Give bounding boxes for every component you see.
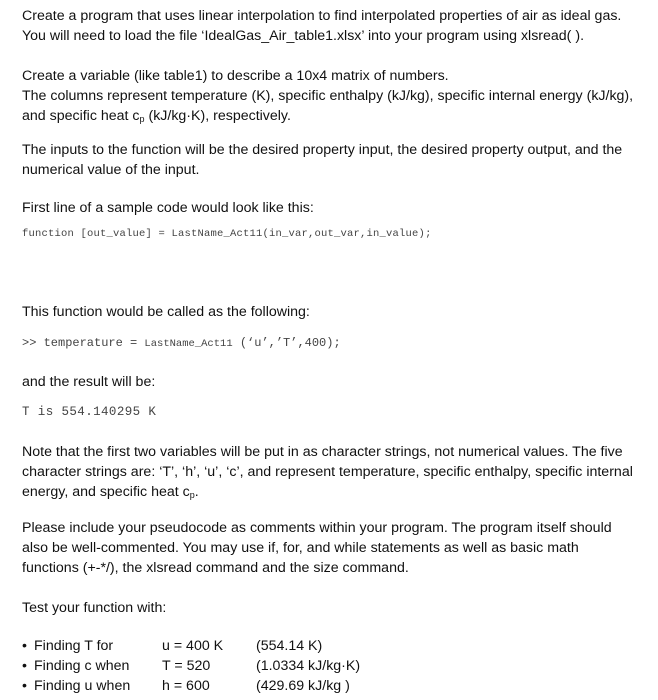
intro-paragraph: Create a program that uses linear interpolation to find interpolated properties of air as ideal gas. You will need to load the file ‘IdealGas_Air_table1.xlsx’ into your program using xlsread( ). bbox=[22, 8, 622, 44]
test-input: u = 400 K bbox=[162, 638, 224, 654]
test-label bbox=[22, 636, 113, 656]
call-code-args: (‘u’,’T’,400); bbox=[232, 336, 341, 350]
call-code-prefix: >> temperature = bbox=[22, 336, 145, 350]
bullet-icon: • bbox=[22, 678, 27, 694]
test-label-text: Finding c when bbox=[34, 658, 130, 674]
matrix-line-2 bbox=[22, 86, 634, 126]
matrix-line-1: Create a variable (like table1) to describe a 10x4 matrix of numbers. bbox=[22, 68, 449, 84]
test-result: (429.69 kJ/kg ) bbox=[256, 678, 350, 694]
bullet-icon: • bbox=[22, 658, 27, 674]
note-tail: . bbox=[194, 484, 199, 500]
test-row-3 bbox=[22, 676, 634, 696]
note-text: Note that the first two variables will be put in as character strings, not numerical values. The five character strings are: ‘T’, ‘h’, ‘u’, ‘c’, and represent temperature, specific enthalpy, specific internal energy, and specific heat c bbox=[22, 444, 633, 500]
note-cp-subscript: p bbox=[189, 490, 195, 500]
test-label-text: Finding T for bbox=[34, 638, 114, 654]
test-input: h = 600 bbox=[162, 678, 210, 694]
cp-subscript: p bbox=[139, 114, 145, 124]
test-list bbox=[22, 636, 634, 696]
inputs-paragraph: The inputs to the function will be the desired property input, the desired property output, and the numerical value of the input. bbox=[22, 142, 623, 178]
sample-code-line: function [out_value] = LastName_Act11(in_var,out_var,in_value); bbox=[22, 228, 432, 240]
matrix-line-2-text: The columns represent temperature (K), specific enthalpy (kJ/kg), specific internal energy (kJ/kg), and specific heat c bbox=[22, 88, 634, 124]
matrix-line-2-tail: (kJ/kg·K), respectively. bbox=[144, 108, 291, 124]
test-label-text: Finding u when bbox=[34, 678, 131, 694]
test-label bbox=[22, 676, 130, 696]
matrix-paragraph bbox=[22, 66, 634, 126]
test-label bbox=[22, 656, 129, 676]
test-row-2 bbox=[22, 656, 634, 676]
test-result: (1.0334 kJ/kg·K) bbox=[256, 658, 361, 674]
test-row-1 bbox=[22, 636, 634, 656]
test-result: (554.14 K) bbox=[256, 638, 323, 654]
note-paragraph bbox=[22, 442, 634, 502]
test-intro: Test your function with: bbox=[22, 600, 167, 616]
call-code-function-name: LastName_Act11 bbox=[144, 338, 233, 350]
call-intro: This function would be called as the following: bbox=[22, 304, 310, 320]
call-code-line bbox=[22, 336, 634, 350]
sample-code-intro: First line of a sample code would look like this: bbox=[22, 200, 314, 216]
result-intro: and the result will be: bbox=[22, 374, 156, 390]
result-code-line: T is 554.140295 K bbox=[22, 405, 157, 419]
bullet-icon: • bbox=[22, 638, 27, 654]
pseudocode-paragraph: Please include your pseudocode as comments within your program. The program itself should also be well-commented. You may use if, for, and while statements as well as basic math functions (+-*/), the xlsread command and the size command. bbox=[22, 520, 612, 576]
test-input: T = 520 bbox=[162, 658, 211, 674]
